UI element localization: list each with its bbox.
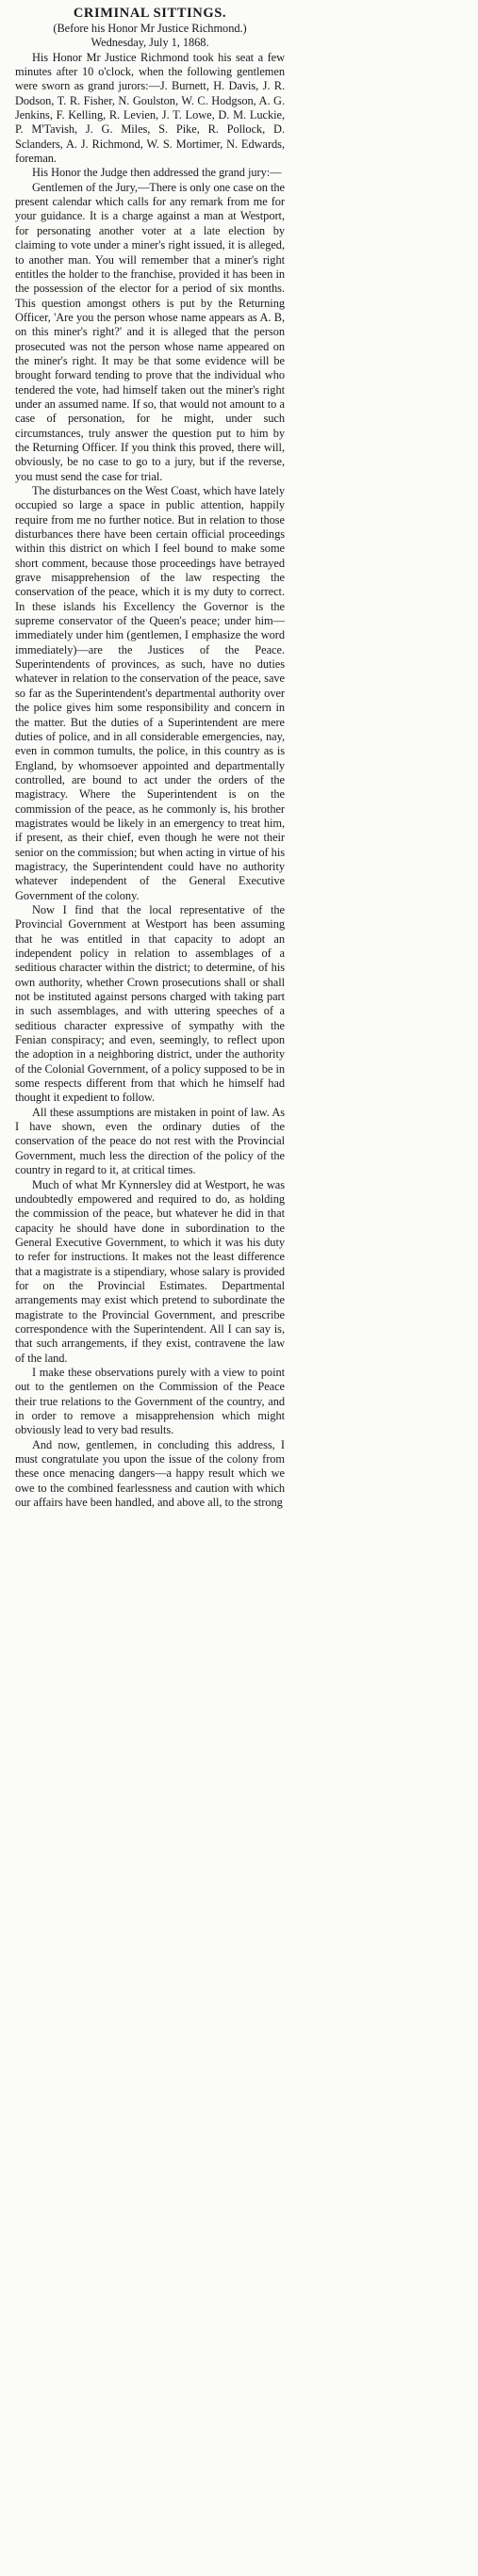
address-paragraph: Gentlemen of the Jury,—There is only one case on the present calendar which calls for any remark from me for your guidance. It is a charge against a man at Westport, for personating another voter at a late election by claiming to vote under a miner's right issued, it is alleged, to another man. You will remember that a miner's right entitles the holder to the franchise, provided it has been in the possession of the elector for a period of six months. This question amongst others is put by the Returning Officer, 'Are you the person whose name appears as A. B, on this miner's right?' and it is alleged that the person prosecuted was not the person whose name appeared on the miner's right. It may be that some evidence will be brought forward tending to prove that the individual who tendered the vote, had himself taken out the miner's right under an assumed name. If so, that would not amount to a case of personation, for he might, under such circumstances, truly answer the question put to him by the Returning Officer. If you think this proved, there will, obviously, be no case to go to a jury, but if the reverse, you must send the case for trial.: [15, 180, 285, 483]
address-paragraph: Much of what Mr Kynnersley did at Westport, he was undoubtedly empowered and required to do, as holding the commission of the peace, but whatever he did in that capacity he should have done in subordination to the General Executive Government, to which it was his duty to refer for instructions. It makes not the least difference that a magistrate is a stipendiary, whose salary is provided for on the Provincial Estimates. Departmental arrangements may exist which pretend to subordinate the magistrate to the Provincial Government, and prescribe correspondence with the Superintendent. All I can say is, that such arrangements, if they exist, contravene the law of the land.: [15, 1177, 285, 1365]
article-column: [15, 5, 285, 1510]
article-heading: CRIMINAL SITTINGS.: [73, 6, 227, 21]
article-subheading: (Before his Honor Mr Justice Richmond.): [53, 22, 247, 35]
juror-list-paragraph: His Honor Mr Justice Richmond took his seat a few minutes after 10 o'clock, when the following gentlemen were sworn as grand jurors:—J. Burnett, H. Davis, J. R. Dodson, T. R. Fisher, N. Goulston, W. C. Hodgson, A. G. Jenkins, F. Kelling, R. Levien, J. T. Lowe, D. M. Luckie, P. M'Tavish, J. G. Miles, S. Pike, R. Pollock, D. Sclanders, A. J. Richmond, W. S. Mortimer, N. Edwards, foreman.: [15, 50, 285, 166]
address-paragraph: Now I find that the local representative of the Provincial Government at Westport has been assuming that he was entitled in that capacity to adopt an independent policy in relation to assemblages of a seditious character within the district; to determine, of his own authority, whether Crown prosecutions shall or shall not be instituted against persons charged with taking part in such assemblages, and with uttering speeches of a seditious character expressive of sympathy with the Fenian conspiracy; and even, seemingly, to reflect upon the adoption in a neighboring district, under the authority of the Colonial Government, of a policy supposed to be in some respects different from that which he himself had thought it expedient to follow.: [15, 902, 285, 1105]
article-dateline: Wednesday, July 1, 1868.: [91, 36, 209, 50]
address-paragraph: All these assumptions are mistaken in point of law. As I have shown, even the ordinary duties of the conservation of the peace do not rest with the Provincial Government, much less the direction of the policy of the country in regard to it, at critical times.: [15, 1105, 285, 1177]
address-paragraph: The disturbances on the West Coast, which have lately occupied so large a space in public attention, happily require from me no further notice. But in relation to those disturbances there have been certain official proceedings within this district on which I feel bound to make some short comment, because those proceedings have betrayed grave misapprehension of the law respecting the conservation of the peace, which it is my duty to correct. In these islands his Excellency the Governor is the supreme conservator of the Queen's peace; under him—immediately under him (gentlemen, I emphasize the word immediately)—are the Justices of the Peace. Superintendents of provinces, as such, have no duties whatever in relation to the conservation of the peace, save so far as the Superintendent's departmental authority over the police gives him some responsibility and concern in the matter. But the duties of a Superintendent are mere duties of police, and in all considerable emergencies, nay, even in common tumults, the police, in this country as is England, by whomsoever appointed and departmentally controlled, are bound to act under the orders of the magistracy. Where the Superintendent is on the commission of the peace, as he commonly is, his brother magistrates would be likely in an emergency to treat him, if present, as their chief, even though he were not their senior on the commission; but when acting in virtue of his magistracy, the Superintendent could have no authority whatever independent of the General Executive Government of the colony.: [15, 484, 285, 902]
judge-address-intro: His Honor the Judge then addressed the grand jury:—: [32, 166, 282, 180]
address-paragraph: And now, gentlemen, in concluding this address, I must congratulate you upon the issue of the colony from these once menacing dangers—a happy result which we owe to the combined fearlessness and caution with which our affairs have been handled, and above all, to the strong: [15, 1437, 285, 1510]
address-paragraph: I make these observations purely with a view to point out to the gentlemen on the Commission of the Peace their true relations to the Government of the country, and in order to remove a misapprehension which might obviously lead to very bad results.: [15, 1365, 285, 1437]
